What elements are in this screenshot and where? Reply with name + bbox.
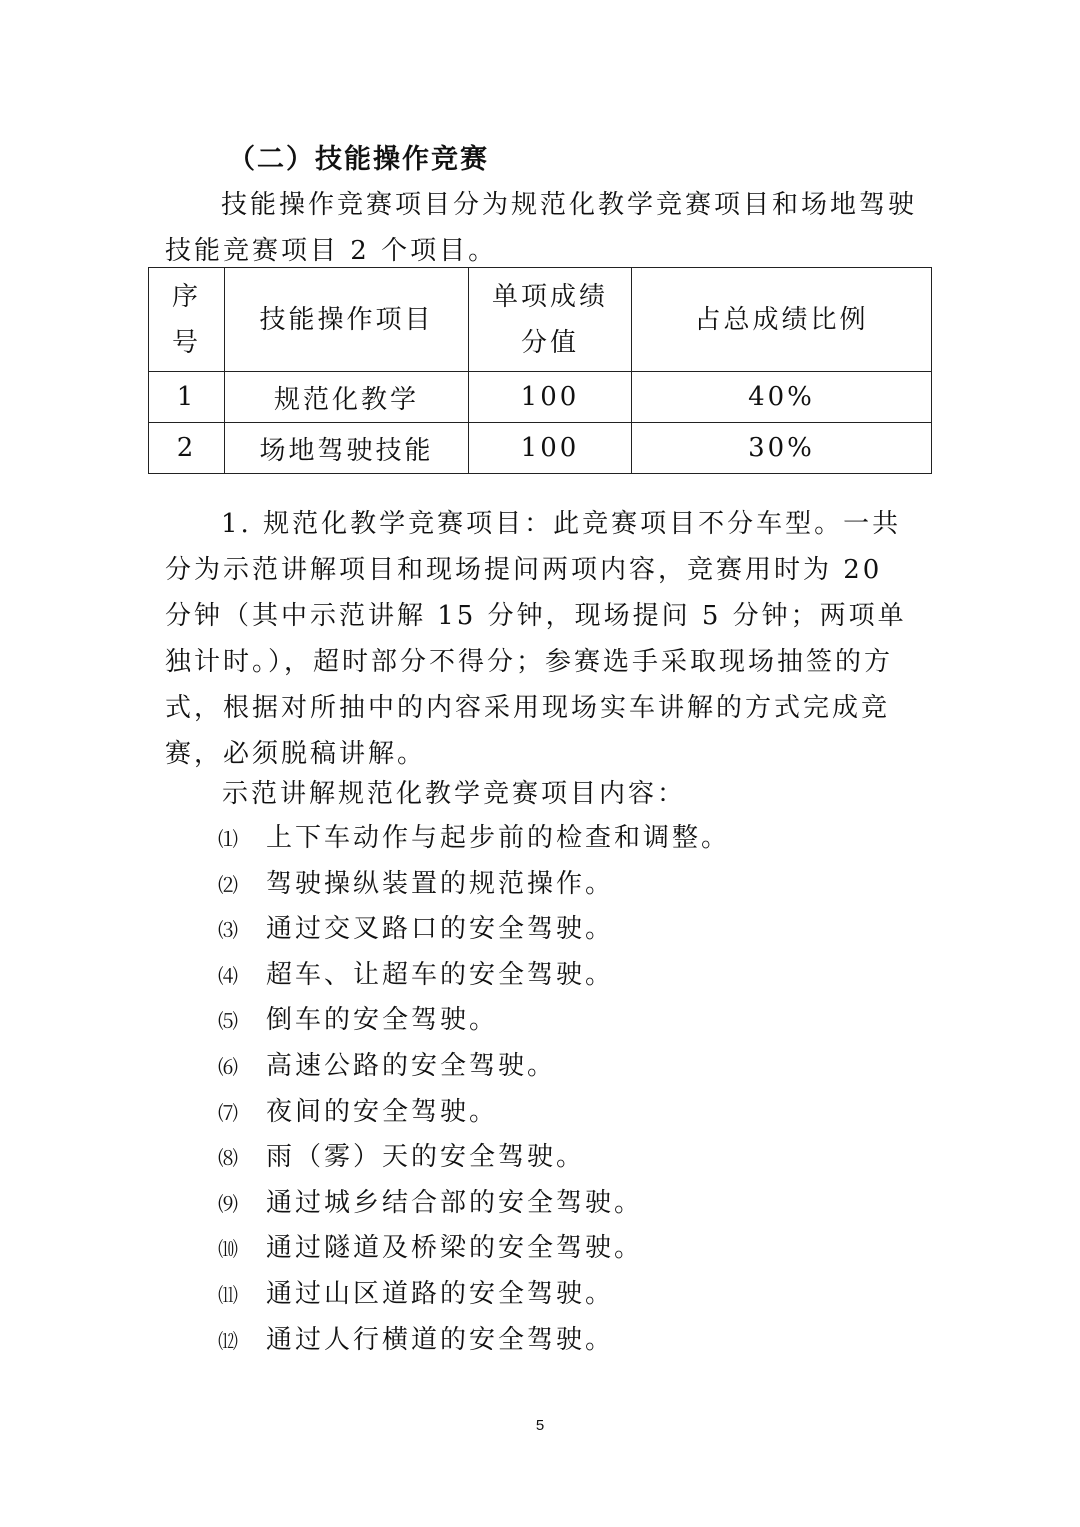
cell-ratio: 30%: [632, 423, 932, 474]
list-item-text: 上下车动作与起步前的检查和调整。: [266, 823, 731, 853]
cell-item: 场地驾驶技能: [225, 423, 469, 474]
list-item: [218, 953, 730, 999]
section-heading: （二）技能操作竞赛: [228, 144, 489, 175]
header-score-line1: 单项成绩: [491, 281, 608, 312]
list-item-text: 通过交叉路口的安全驾驶。: [266, 914, 615, 945]
list-item: [218, 998, 730, 1044]
content-subheading: 示范讲解规范化教学竞赛项目内容：: [222, 779, 687, 809]
list-item: [218, 1090, 730, 1136]
list-item-number: ⑵: [218, 872, 238, 897]
cell-seq: 1: [149, 372, 225, 423]
list-item-number: ⑶: [218, 918, 238, 943]
list-item: [218, 1272, 730, 1318]
list-item: [218, 1226, 730, 1272]
cell-score: 100: [469, 372, 632, 423]
cell-seq: 2: [149, 423, 225, 474]
cell-ratio: 40%: [632, 372, 932, 423]
list-item: [218, 862, 730, 908]
header-ratio: 占总成绩比例: [632, 268, 932, 372]
list-item-text: 通过人行横道的安全驾驶。: [266, 1324, 615, 1355]
list-item-number: ⑼: [218, 1191, 238, 1216]
list-item-text: 通过山区道路的安全驾驶。: [266, 1278, 615, 1309]
header-score-line2: 分值: [520, 327, 579, 358]
header-seq: [149, 268, 225, 372]
table-row: [149, 423, 932, 474]
list-item-text: 通过隧道及桥梁的安全驾驶。: [266, 1233, 644, 1264]
content-list: [218, 816, 730, 1363]
list-item-number: ⑴: [218, 827, 238, 851]
list-item: [218, 816, 730, 862]
list-item-number: ⑸: [218, 1009, 238, 1034]
header-seq-line1: 序: [171, 281, 201, 312]
rules-paragraph: 1. 规范化教学竞赛项目：此竞赛项目不分车型。一共分为示范讲解项目和现场提问两项内容，竞赛用时为 20 分钟（其中示范讲解 15 分钟，现场提问 5 分钟；两项单独计时。），超时部分不得分；参赛选手采取现场抽签的方式，根据对所抽中的内容采用现场实车讲解的方式完成竞赛，必须脱稿讲解。: [165, 509, 907, 769]
header-seq-line2: 号: [171, 327, 201, 358]
list-item: [218, 1135, 730, 1181]
intro-paragraph: 技能操作竞赛项目分为规范化教学竞赛项目和场地驾驶技能竞赛项目 2 个项目。: [165, 190, 918, 266]
page-number: 5: [535, 1417, 545, 1434]
list-item-number: ⑻: [218, 1146, 238, 1171]
list-item-text: 高速公路的安全驾驶。: [266, 1050, 557, 1081]
list-item-text: 超车、让超车的安全驾驶。: [266, 959, 615, 990]
list-item-number: ⑾: [218, 1282, 238, 1307]
list-item-text: 夜间的安全驾驶。: [266, 1096, 499, 1127]
list-item-text: 通过城乡结合部的安全驾驶。: [266, 1187, 644, 1218]
header-item: 技能操作项目: [225, 268, 469, 372]
table-header-row: [149, 268, 932, 372]
list-item-number: ⑹: [218, 1054, 238, 1079]
cell-item: 规范化教学: [225, 372, 469, 423]
list-item: [218, 1181, 730, 1227]
list-item: [218, 907, 730, 953]
list-item-number: ⑿: [218, 1328, 238, 1353]
list-item-text: 雨（雾）天的安全驾驶。: [266, 1142, 586, 1173]
score-table: [148, 267, 932, 474]
cell-score: 100: [469, 423, 632, 474]
list-item: [218, 1318, 730, 1364]
list-item: [218, 1044, 730, 1090]
header-score: [469, 268, 632, 372]
list-item-number: ⑽: [218, 1237, 238, 1262]
list-item-number: ⑺: [218, 1100, 238, 1125]
list-item-text: 驾驶操纵装置的规范操作。: [266, 868, 615, 899]
table-row: [149, 372, 932, 423]
list-item-number: ⑷: [218, 963, 238, 988]
list-item-text: 倒车的安全驾驶。: [266, 1005, 499, 1036]
